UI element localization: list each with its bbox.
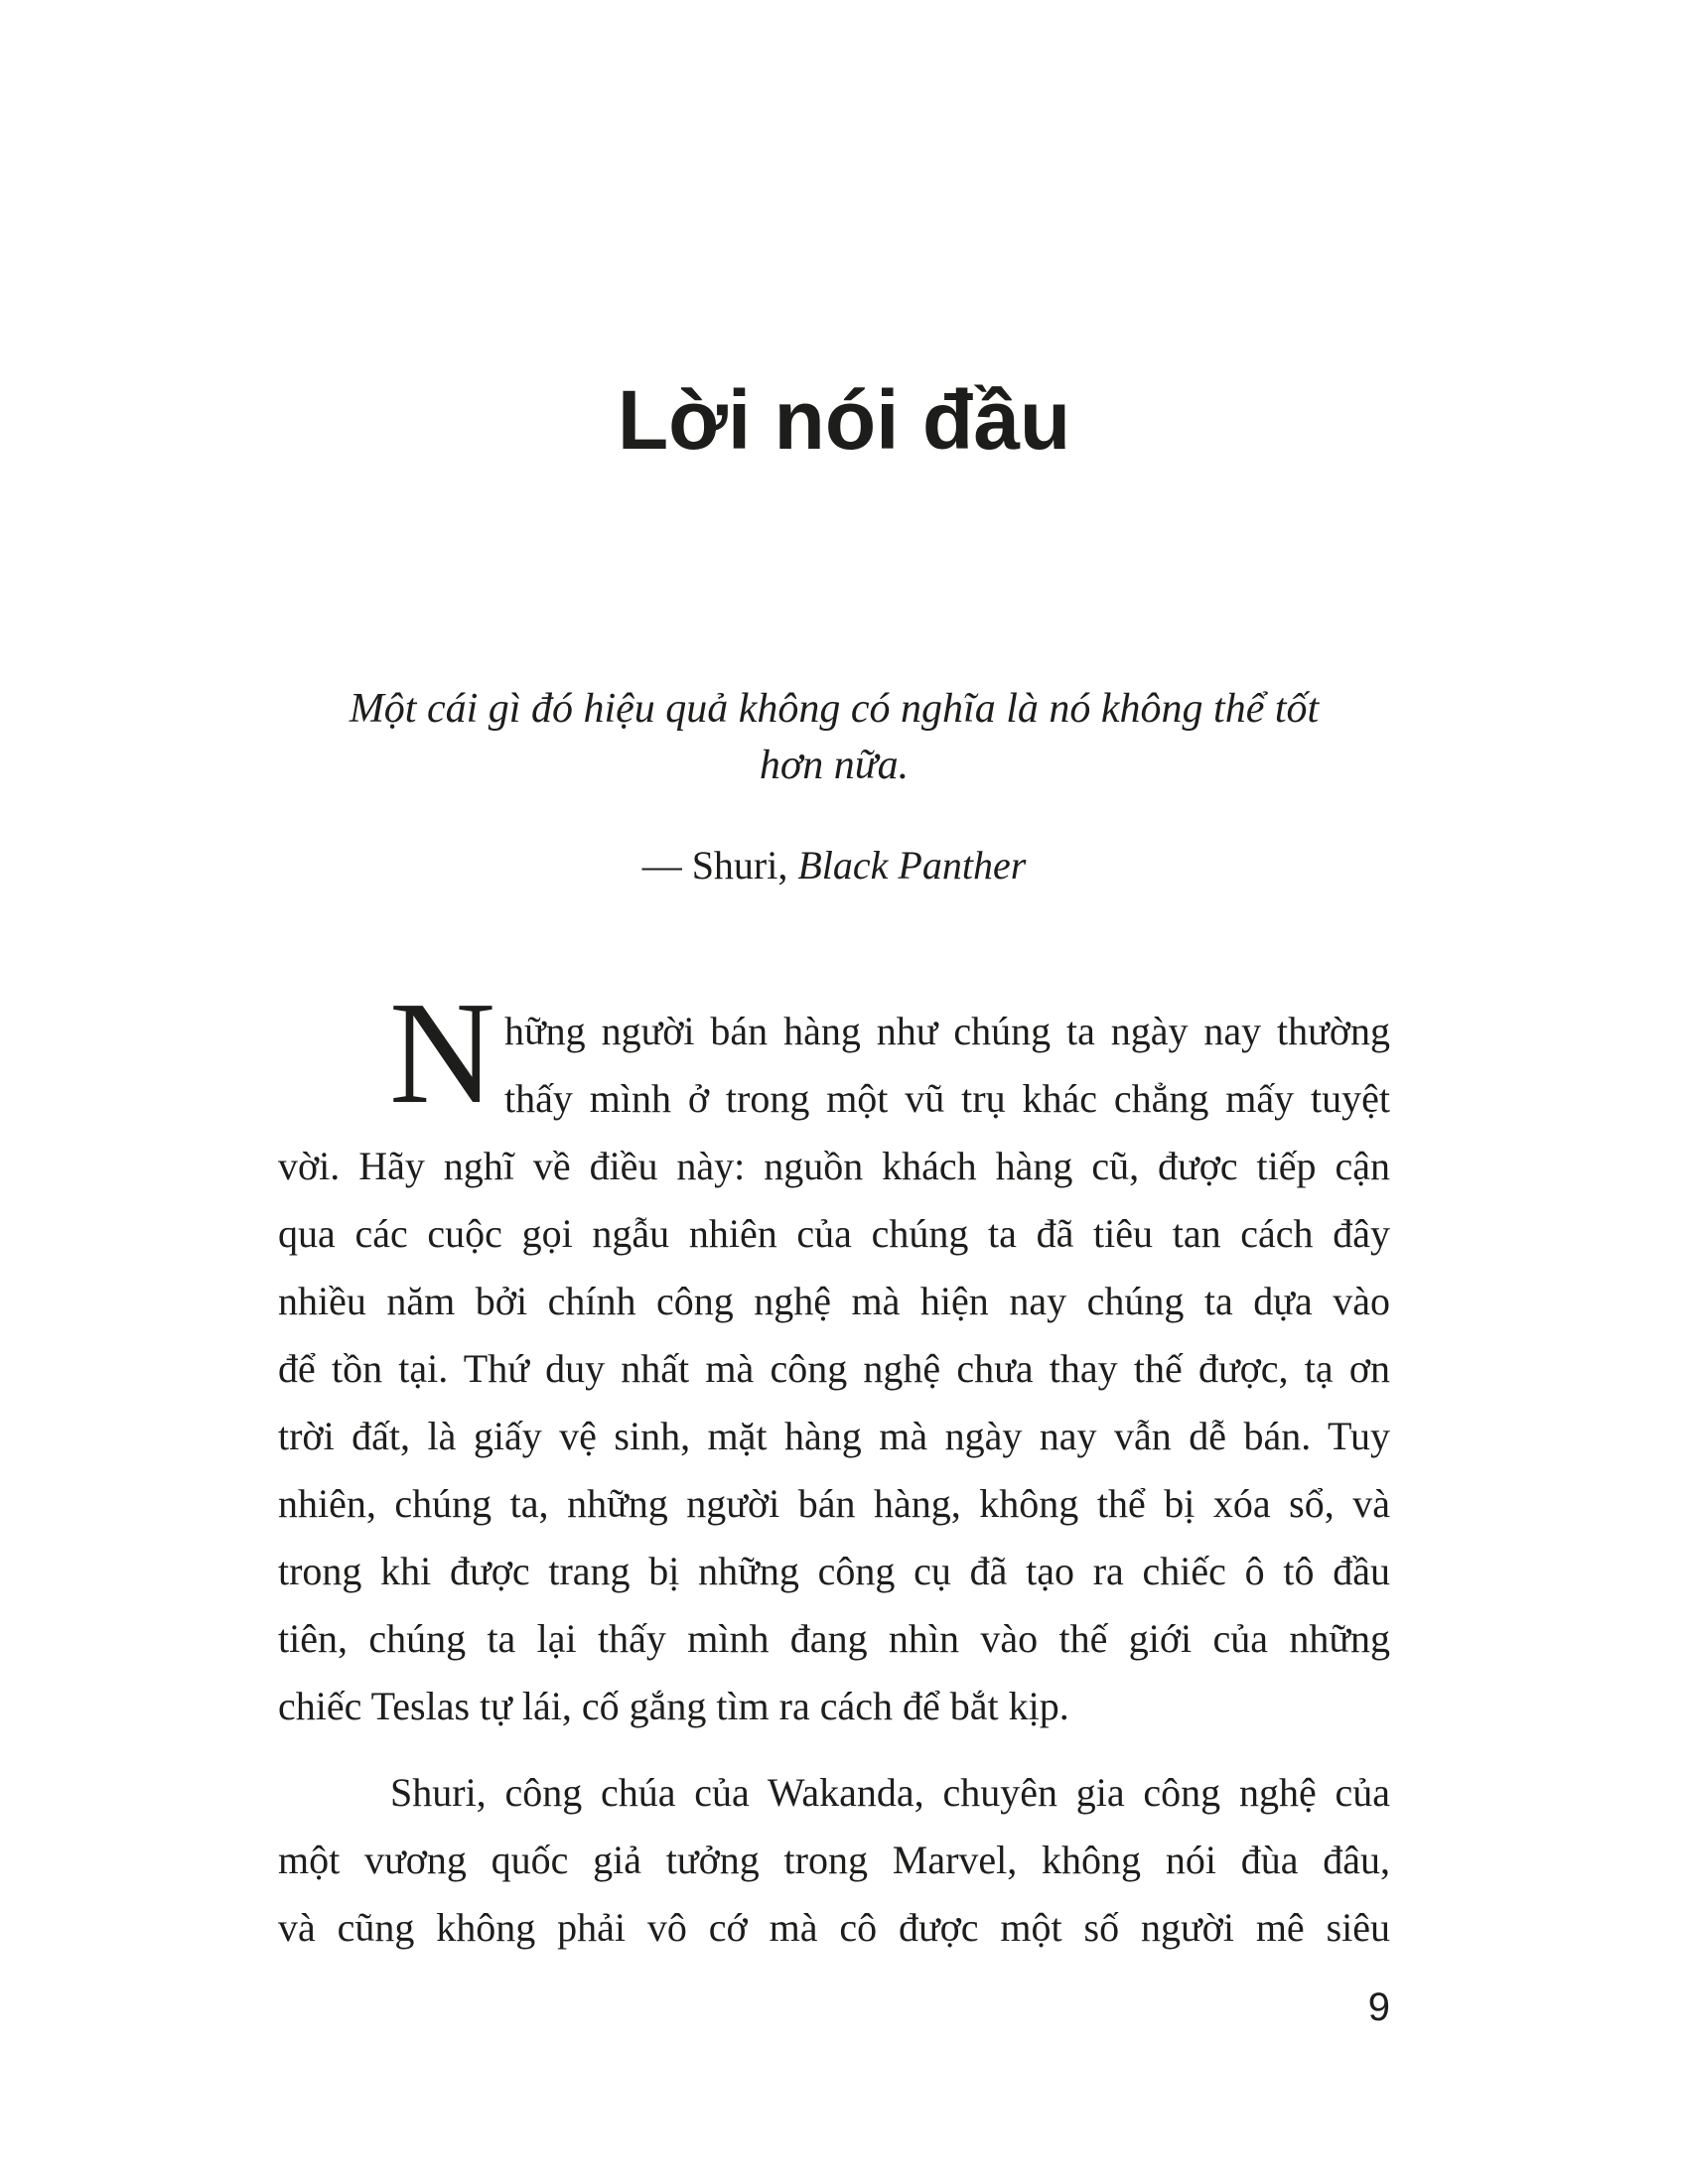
body-line: và cũng không phải vô cớ mà cô được một số người mê siêu [278,1905,1390,1950]
body-line: một vương quốc giả tưởng trong Marvel, không nói đùa đâu, [278,1838,1390,1882]
body-line: vời. Hãy nghĩ về điều này: nguồn khách hàng cũ, được tiếp cận [278,1144,1390,1188]
attribution-work-title: Black Panther [797,843,1027,887]
body-line: tiên, chúng ta lại thấy mình đang nhìn vào thế giới của những [278,1616,1390,1661]
body-line: thấy mình ở trong một vũ trụ khác chẳng mấy tuyệt [504,1076,1390,1121]
body-text [278,972,1390,1962]
body-line: Shuri, công chúa của Wakanda, chuyên gia công nghệ của [390,1770,1390,1815]
body-line: nhiên, chúng ta, những người bán hàng, không thể bị xóa sổ, và [278,1481,1390,1526]
body-line: trong khi được trang bị những công cụ đã tạo ra chiếc ô tô đầu [278,1549,1390,1593]
body-line: trời đất, là giấy vệ sinh, mặt hàng mà ngày nay vẫn dễ bán. Tuy [278,1414,1390,1458]
attribution-speaker: — Shuri, [641,843,798,887]
chapter-title: Lời nói đầu [617,373,1071,467]
body-line: nhiều năm bởi chính công nghệ mà hiện nay chúng ta dựa vào [278,1279,1390,1323]
drop-cap: N [389,972,495,1135]
paragraph-2 [278,1759,1390,1962]
page-number: 9 [1367,1985,1390,2029]
body-line: để tồn tại. Thứ duy nhất mà công nghệ chưa thay thế được, tạ ơn [278,1346,1390,1391]
epigraph-line: hơn nữa. [759,743,910,788]
body-line: qua các cuộc gọi ngẫu nhiên của chúng ta đã tiêu tan cách đây [278,1211,1390,1256]
body-line: hững người bán hàng như chúng ta ngày nay thường [504,1009,1390,1053]
epigraph [278,681,1390,794]
epigraph-line: Một cái gì đó hiệu quả không có nghĩa là nó không thể tốt [349,686,1320,732]
body-line: chiếc Teslas tự lái, cố gắng tìm ra cách để bắt kịp. [278,1684,1069,1728]
epigraph-attribution [278,840,1390,891]
